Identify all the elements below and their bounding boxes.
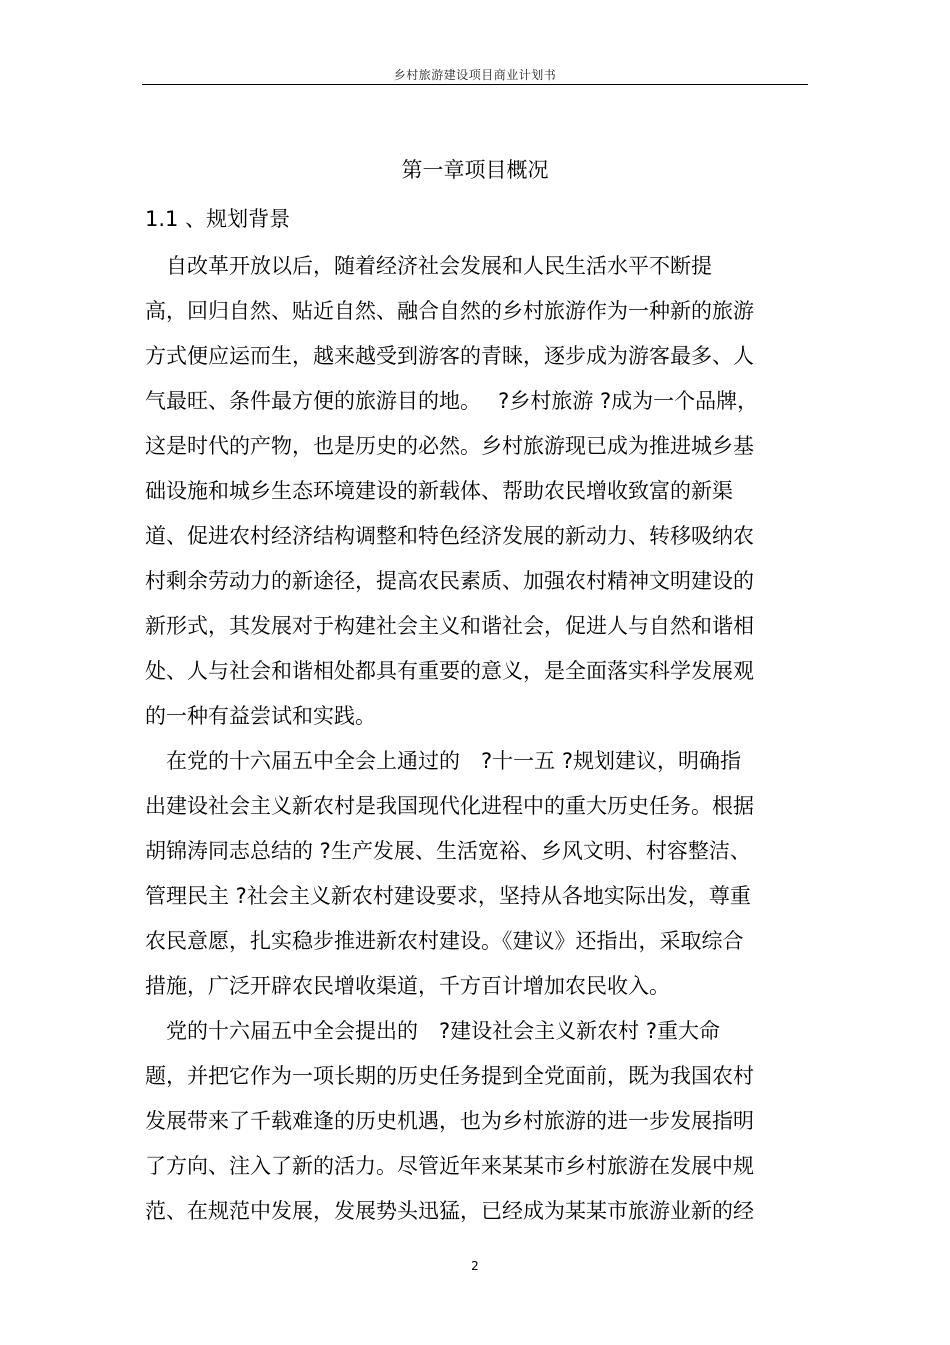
page-number: 2 xyxy=(471,1259,479,1273)
body-line: 村剩余劳动力的新途径，提高农民素质、加强农村精神文明建设的 xyxy=(145,569,754,593)
body-line: 方式便应运而生，越来越受到游客的青睐，逐步成为游客最多、人 xyxy=(145,344,754,368)
body-line: 础设施和城乡生态环境建设的新载体、帮助农民增收致富的新渠 xyxy=(145,479,733,503)
body-line: 管理民主 ?社会主义新农村建设要求，坚持从各地实际出发，尊重 xyxy=(145,884,751,908)
body-line: 道、促进农村经济结构调整和特色经济发展的新动力、转移吸纳农 xyxy=(145,524,754,548)
section-title: 1.1 、规划背景 xyxy=(145,207,291,231)
body-line: 题，并把它作为一项长期的历史任务提到全党面前，既为我国农村 xyxy=(145,1064,754,1088)
body-line: 新形式，其发展对于构建社会主义和谐社会，促进人与自然和谐相 xyxy=(145,614,754,638)
header-divider xyxy=(142,84,808,85)
body-line: 的一种有益尝试和实践。 xyxy=(145,704,376,728)
body-line: 措施，广泛开辟农民增收渠道，千方百计增加农民收入。 xyxy=(145,974,670,998)
body-line: 气最旺、条件最方便的旅游目的地。 ?乡村旅游 ?成为一个品牌， xyxy=(145,389,759,413)
header-title: 乡村旅游建设项目商业计划书 xyxy=(393,68,557,82)
body-line: 范、在规范中发展，发展势头迅猛，已经成为某某市旅游业新的经 xyxy=(145,1199,754,1223)
body-line: 在党的十六届五中全会上通过的 ?十一五 ?规划建议，明确指 xyxy=(145,749,741,773)
body-line: 自改革开放以后，随着经济社会发展和人民生活水平不断提 xyxy=(145,254,712,278)
body-line: 发展带来了千载难逢的历史机遇，也为乡村旅游的进一步发展指明 xyxy=(145,1109,754,1133)
chapter-title: 第一章项目概况 xyxy=(401,158,549,182)
body-line: 农民意愿，扎实稳步推进新农村建设。《建议》还指出，采取综合 xyxy=(145,929,744,953)
body-line: 了方向、注入了新的活力。尽管近年来某某市乡村旅游在发展中规 xyxy=(145,1154,754,1178)
body-line: 这是时代的产物，也是历史的必然。乡村旅游现已成为推进城乡基 xyxy=(145,434,754,458)
body-line: 胡锦涛同志总结的 ?生产发展、生活宽裕、乡风文明、村容整洁、 xyxy=(145,839,751,863)
body-line: 党的十六届五中全会提出的 ?建设社会主义新农村 ?重大命 xyxy=(145,1019,720,1043)
body-line: 高，回归自然、贴近自然、融合自然的乡村旅游作为一种新的旅游 xyxy=(145,299,754,323)
body-line: 处、人与社会和谐相处都具有重要的意义，是全面落实科学发展观 xyxy=(145,659,754,683)
body-line: 出建设社会主义新农村是我国现代化进程中的重大历史任务。根据 xyxy=(145,794,754,818)
